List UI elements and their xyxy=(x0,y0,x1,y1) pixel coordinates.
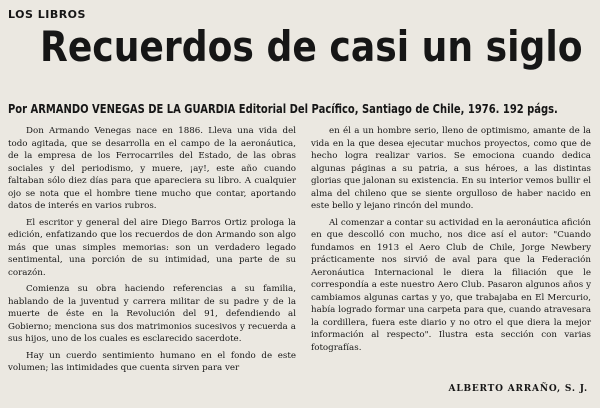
paragraph: El escritor y general del aire Diego Barros Ortiz prologa la edición, enfatizando que los recuerdos de don Armando son algo más que unas simples memorias: son un verdadero legado sentimental, una porción de su intimidad, una parte de su corazón. xyxy=(8,217,296,278)
section-label: LOS LIBROS xyxy=(8,8,86,21)
byline: Por ARMANDO VENEGAS DE LA GUARDIA Editorial Del Pacífico, Santiago de Chile, 1976. 192 págs. xyxy=(8,102,558,116)
paragraph: en él a un hombre serio, lleno de optimismo, amante de la vida en la que desea ejecutar muchos proyectos, como que de hecho logra realizar varios. Se emociona cuando dedica algunas páginas a su patria, a sus héroes, a las distintas glorias que jalonan su existencia. En su interior vemos bullir el alma del chileno que se siente orgulloso de haber nacido en este bello y lejano rincón del mundo. xyxy=(311,126,591,211)
author-signature: ALBERTO ARRAÑO, S. J. xyxy=(448,384,588,394)
left-column xyxy=(8,125,296,379)
paragraph: Hay un cuerdo sentimiento humano en el fondo de este volumen; las intimidades que cuenta sirven para ver xyxy=(8,350,296,373)
headline: Recuerdos de casi un siglo xyxy=(40,22,583,71)
paragraph: Al comenzar a contar su actividad en la aeronáutica afición en que descolló con mucho, nos dice así el autor: "Cuando fundamos en 1913 el Aero Club de Chile, Jorge Newbery prácticamente nos sirvió de aval para que la Federación Aeronáutica Internacional le diera la filiación que le correspondía a este nuestro Aero Club. Pasaron algunos años y cambiamos algunas cartas y yo, que trabajaba en El Mercurio, había logrado formar una carpeta para que, cuando atravesara la cordillera, fuera este diario y no otro el que diera la mejor información al respecto". Ilustra esta sección con varias fotografías. xyxy=(311,217,591,353)
paragraph: Comienza su obra haciendo referencias a su familia, hablando de la juventud y carrera militar de su padre y de la muerte de éste en la Revolución del 91, defendiendo al Gobierno; menciona sus dos matrimonios sucesivos y recuerda a sus hijos, uno de los cuales es esclarecido sacerdote. xyxy=(8,284,296,344)
right-column xyxy=(311,125,591,358)
paragraph: Don Armando Venegas nace en 1886. Lleva una vida del todo agitada, que se desarrolla en el campo de la aeronáutica, de la empresa de los Ferrocarriles del Estado, de las obras sociales y del periodismo, y muere, ¡ay!, este año cuando faltaban sólo diez días para que apareciera su libro. A cualquier ojo se nota que el hombre tiene mucho que contar, aportando datos de interés en varios rubros. xyxy=(8,126,296,211)
